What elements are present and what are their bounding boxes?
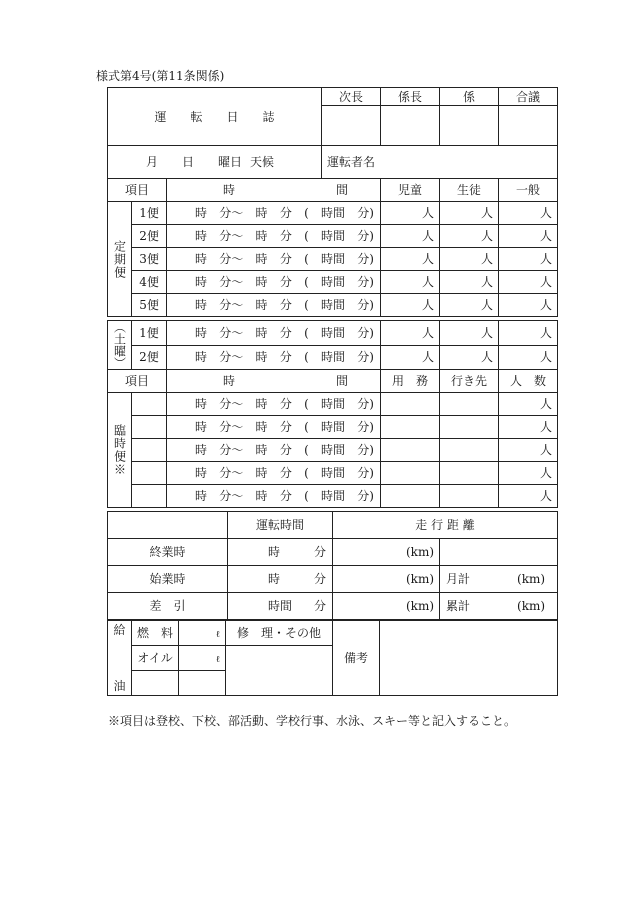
unit-label: 人 — [422, 298, 435, 312]
time-part-label: 時間 — [321, 443, 346, 457]
time-part-label: 時 — [255, 466, 268, 480]
temporary-run-row — [108, 439, 558, 462]
time-part-label: 時 — [255, 325, 268, 340]
time-part-label: 時 — [195, 252, 208, 266]
form-id: 様式第4号(第11条関係) — [96, 69, 225, 83]
temporary-run-row — [108, 485, 558, 508]
time-part-label: ( — [304, 350, 309, 365]
time-part-label: 時間 — [321, 397, 346, 411]
unit-label: 人 — [422, 275, 435, 289]
unit-label: 人 — [480, 325, 493, 340]
time-part-label: 分〜 — [219, 489, 244, 503]
item-field[interactable] — [132, 416, 167, 439]
time-part-label: 時間 — [321, 489, 346, 503]
time-unit-label: 分 — [313, 599, 326, 613]
fuel-remarks-table — [107, 620, 558, 696]
general-count-field[interactable] — [499, 248, 558, 271]
run-label: 5便 — [132, 294, 167, 317]
weekday-label: 曜日 — [218, 155, 243, 169]
unit-label: 人 — [421, 350, 434, 365]
destination-field[interactable] — [440, 439, 499, 462]
temporary-run-row — [108, 416, 558, 439]
time-part-label: 時 — [255, 420, 268, 434]
approval-stamp-box[interactable] — [499, 106, 558, 146]
time-unit-label: 時 — [268, 572, 281, 586]
approval-label-deputy: 次長 — [322, 88, 381, 106]
time-part-label: 分) — [357, 229, 374, 243]
general-count-field[interactable] — [499, 271, 558, 294]
time-range-field[interactable] — [167, 202, 381, 225]
time-part-label: 時 — [195, 229, 208, 243]
time-part-label: 時間 — [321, 252, 346, 266]
run-label: 4便 — [132, 271, 167, 294]
time-part-label: 時間 — [321, 420, 346, 434]
children-count-field[interactable] — [381, 225, 440, 248]
time-range-field[interactable] — [167, 462, 381, 485]
time-range-field[interactable] — [167, 321, 381, 346]
time-part-label: 分〜 — [219, 298, 244, 312]
destination-field[interactable] — [440, 462, 499, 485]
time-part-label: 時 — [195, 443, 208, 457]
time-part-label: 分 — [279, 489, 292, 503]
time-part-label: ( — [304, 275, 309, 289]
summary-label: 累計 — [446, 599, 471, 613]
time-part-label: 時 — [195, 206, 208, 220]
time-part-label: 時 — [255, 298, 268, 312]
oil-label: オイル — [132, 646, 179, 671]
temporary-group-label: 臨時便※ — [108, 393, 132, 508]
date-driver-block — [107, 145, 558, 179]
mileage-row — [108, 566, 558, 593]
children-count-field[interactable] — [381, 321, 440, 346]
approval-label-staff: 係 — [440, 88, 499, 106]
children-count-field[interactable] — [381, 345, 440, 370]
item-field[interactable] — [132, 439, 167, 462]
drive-time-field[interactable] — [228, 593, 333, 620]
children-count-field[interactable] — [381, 294, 440, 317]
students-count-field[interactable] — [440, 202, 499, 225]
time-part-label: 分) — [357, 489, 374, 503]
unit-label: 人 — [540, 489, 553, 503]
drive-time-header: 運転時間 — [228, 512, 333, 539]
fuel-extra-field[interactable] — [132, 671, 179, 696]
day-label: 日 — [182, 155, 195, 169]
approval-stamp-box[interactable] — [440, 106, 499, 146]
run-label: 2便 — [132, 225, 167, 248]
headcount-field[interactable] — [499, 485, 558, 508]
destination-field[interactable] — [440, 416, 499, 439]
time-part-label: ( — [304, 466, 309, 480]
mileage-row-label: 差 引 — [108, 593, 228, 620]
time-part-label: 時 — [195, 325, 208, 340]
run-label: 2便 — [132, 345, 167, 370]
headcount-field[interactable] — [499, 416, 558, 439]
mileage-row — [108, 593, 558, 620]
unit-label: (km) — [405, 572, 434, 586]
unit-label: 人 — [481, 298, 494, 312]
time-part-label: 分〜 — [219, 420, 244, 434]
time-part-label: 分 — [279, 420, 292, 434]
time-part-label: 分〜 — [219, 325, 244, 340]
time-part-label: 時 — [195, 420, 208, 434]
time-part-label: 分 — [279, 466, 292, 480]
unit-label: 人 — [481, 252, 494, 266]
regular-run-row — [108, 248, 558, 271]
unit-label: 人 — [540, 298, 553, 312]
oil-liters-field[interactable]: ℓ — [179, 646, 226, 671]
time-part-label: 分) — [357, 466, 374, 480]
regular-group-label: 定期便 — [108, 202, 132, 317]
run-label: 1便 — [132, 321, 167, 346]
time-part-label: 時間 — [321, 206, 346, 220]
time-part-label: 分 — [279, 298, 292, 312]
temporary-runs-table — [107, 369, 558, 508]
destination-field[interactable] — [440, 393, 499, 416]
run-label: 1便 — [132, 202, 167, 225]
time-part-label: ( — [304, 420, 309, 434]
regular-run-row — [108, 271, 558, 294]
time-part-label: 分〜 — [219, 397, 244, 411]
time-range-field[interactable] — [167, 294, 381, 317]
students-count-field[interactable] — [440, 225, 499, 248]
time-part-label: 時 — [195, 275, 208, 289]
unit-label: 人 — [540, 229, 553, 243]
time-part-label: 分) — [357, 420, 374, 434]
purpose-field[interactable] — [381, 393, 440, 416]
regular-run-row — [108, 294, 558, 317]
purpose-field[interactable] — [381, 439, 440, 462]
time-part-label: ( — [304, 206, 309, 220]
temporary-run-row — [108, 393, 558, 416]
time-part-label: 時間 — [321, 350, 346, 365]
time-part-label: ( — [304, 397, 309, 411]
distance-field[interactable] — [333, 593, 440, 620]
mileage-row-label: 始業時 — [108, 566, 228, 593]
time-unit-label: 時 — [268, 545, 281, 559]
unit-label: 人 — [540, 420, 553, 434]
header-time: 時 間 — [167, 179, 381, 202]
fuel-liters-field[interactable]: ℓ — [179, 621, 226, 646]
time-part-label: 分) — [357, 206, 374, 220]
form-title: 運 転 日 誌 — [108, 88, 322, 146]
distance-summary-field[interactable] — [440, 593, 558, 620]
repair-label: 修 理・その他 — [226, 621, 333, 646]
unit-label: (km) — [405, 599, 434, 613]
temporary-run-row — [108, 462, 558, 485]
driver-name-field[interactable] — [322, 146, 558, 179]
time-part-label: 分) — [357, 298, 374, 312]
approval-stamp-box[interactable] — [381, 106, 440, 146]
header-item: 項目 — [108, 179, 167, 202]
approval-label-council: 合議 — [499, 88, 558, 106]
time-part-label: 分〜 — [219, 206, 244, 220]
unit-label: 人 — [422, 252, 435, 266]
date-weather-field[interactable] — [108, 146, 322, 179]
time-range-field[interactable] — [167, 225, 381, 248]
time-part-label: ( — [304, 489, 309, 503]
unit-label: 人 — [540, 443, 553, 457]
time-part-label: ( — [304, 229, 309, 243]
unit-label: 人 — [540, 397, 553, 411]
general-count-field[interactable] — [499, 294, 558, 317]
mileage-table — [107, 511, 558, 620]
header-time: 時 間 — [167, 370, 381, 393]
repair-field[interactable] — [226, 646, 333, 696]
saturday-group-label: ︵土曜︶ — [108, 321, 132, 370]
time-part-label: 分〜 — [219, 443, 244, 457]
time-part-label: 時 — [195, 489, 208, 503]
time-part-label: 分) — [357, 275, 374, 289]
headcount-field[interactable] — [499, 439, 558, 462]
regular-runs-table — [107, 178, 558, 317]
time-part-label: 分 — [279, 229, 292, 243]
summary-label: 月計 — [446, 572, 471, 586]
fuel-group-label: 給 油 — [108, 621, 132, 696]
header-general: 一般 — [499, 179, 558, 202]
unit-label: 人 — [540, 466, 553, 480]
headcount-field[interactable] — [499, 462, 558, 485]
time-range-field[interactable] — [167, 393, 381, 416]
fuel-extra-field[interactable] — [179, 671, 226, 696]
purpose-field[interactable] — [381, 485, 440, 508]
weather-label: 天候 — [250, 155, 275, 169]
time-range-field[interactable] — [167, 485, 381, 508]
unit-label: 人 — [539, 325, 552, 340]
unit-label: 人 — [540, 252, 553, 266]
time-part-label: 分 — [279, 350, 292, 365]
time-part-label: 時 — [195, 350, 208, 365]
remarks-field[interactable] — [380, 621, 558, 696]
unit-label: (km) — [517, 599, 546, 613]
run-label: 3便 — [132, 248, 167, 271]
distance-summary-field[interactable] — [440, 539, 558, 566]
remarks-label: 備考 — [333, 621, 380, 696]
unit-label: 人 — [422, 206, 435, 220]
item-field[interactable] — [132, 462, 167, 485]
time-part-label: ( — [304, 443, 309, 457]
time-part-label: 分) — [357, 443, 374, 457]
time-part-label: 時 — [255, 397, 268, 411]
children-count-field[interactable] — [381, 202, 440, 225]
unit-label: 人 — [481, 229, 494, 243]
purpose-field[interactable] — [381, 462, 440, 485]
general-count-field[interactable] — [499, 225, 558, 248]
header-students: 生徒 — [440, 179, 499, 202]
approval-label-chief: 係長 — [381, 88, 440, 106]
children-count-field[interactable] — [381, 248, 440, 271]
time-part-label: 分 — [279, 206, 292, 220]
time-range-field[interactable] — [167, 345, 381, 370]
students-count-field[interactable] — [440, 321, 499, 346]
students-count-field[interactable] — [440, 248, 499, 271]
time-part-label: 分〜 — [219, 252, 244, 266]
destination-field[interactable] — [440, 485, 499, 508]
time-part-label: ( — [304, 325, 309, 340]
unit-label: (km) — [517, 572, 546, 586]
fuel-label: 燃 料 — [132, 621, 179, 646]
time-range-field[interactable] — [167, 271, 381, 294]
driver-name-label: 運転者名 — [327, 155, 376, 169]
time-part-label: 分〜 — [219, 466, 244, 480]
item-field[interactable] — [132, 393, 167, 416]
general-count-field[interactable] — [499, 345, 558, 370]
time-part-label: ( — [304, 298, 309, 312]
time-part-label: 分 — [279, 397, 292, 411]
time-part-label: 分 — [279, 325, 292, 340]
header-purpose: 用 務 — [381, 370, 440, 393]
unit-label: 人 — [481, 206, 494, 220]
time-part-label: 分 — [279, 275, 292, 289]
time-part-label: ( — [304, 252, 309, 266]
time-part-label: 時 — [195, 466, 208, 480]
header-block — [107, 87, 558, 146]
unit-label: 人 — [540, 206, 553, 220]
mileage-row-label: 終業時 — [108, 539, 228, 566]
time-part-label: 時間 — [321, 466, 346, 480]
time-part-label: 分〜 — [219, 229, 244, 243]
time-unit-label: 分 — [313, 572, 326, 586]
time-part-label: 時 — [255, 252, 268, 266]
time-unit-label: 分 — [313, 545, 326, 559]
headcount-field[interactable] — [499, 393, 558, 416]
saturday-run-row — [108, 321, 558, 346]
distance-field[interactable] — [333, 566, 440, 593]
time-part-label: 時 — [255, 229, 268, 243]
time-part-label: 分) — [357, 350, 374, 365]
item-field[interactable] — [132, 485, 167, 508]
mileage-row — [108, 539, 558, 566]
time-unit-label: 時間 — [268, 599, 293, 613]
time-part-label: 分 — [279, 252, 292, 266]
students-count-field[interactable] — [440, 345, 499, 370]
unit-label: 人 — [422, 229, 435, 243]
unit-label: (km) — [405, 545, 434, 559]
time-part-label: 時 — [255, 489, 268, 503]
time-part-label: 時 — [255, 206, 268, 220]
time-part-label: 時 — [255, 443, 268, 457]
students-count-field[interactable] — [440, 294, 499, 317]
time-part-label: 分 — [279, 443, 292, 457]
header-item: 項目 — [108, 370, 167, 393]
month-label: 月 — [146, 155, 159, 169]
time-part-label: 時間 — [321, 275, 346, 289]
time-range-field[interactable] — [167, 439, 381, 462]
saturday-run-row — [108, 345, 558, 370]
time-part-label: 分) — [357, 397, 374, 411]
time-part-label: 分) — [357, 325, 374, 340]
distance-summary-field[interactable] — [440, 566, 558, 593]
time-part-label: 分〜 — [219, 350, 244, 365]
distance-field[interactable] — [333, 539, 440, 566]
regular-run-row — [108, 202, 558, 225]
unit-label: 人 — [540, 275, 553, 289]
header-children: 児童 — [381, 179, 440, 202]
approval-stamp-box[interactable] — [322, 106, 381, 146]
header-destination: 行き先 — [440, 370, 499, 393]
students-count-field[interactable] — [440, 271, 499, 294]
unit-label: 人 — [421, 325, 434, 340]
time-part-label: 分) — [357, 252, 374, 266]
regular-run-row — [108, 225, 558, 248]
drive-time-field[interactable] — [228, 539, 333, 566]
time-part-label: 時間 — [321, 325, 346, 340]
time-range-field[interactable] — [167, 248, 381, 271]
general-count-field[interactable] — [499, 202, 558, 225]
general-count-field[interactable] — [499, 321, 558, 346]
unit-label: 人 — [481, 275, 494, 289]
saturday-runs-table — [107, 320, 558, 370]
time-part-label: 時 — [255, 275, 268, 289]
drive-time-field[interactable] — [228, 566, 333, 593]
time-range-field[interactable] — [167, 416, 381, 439]
unit-label: 人 — [539, 350, 552, 365]
unit-label: 人 — [480, 350, 493, 365]
time-part-label: 分〜 — [219, 275, 244, 289]
distance-header: 走 行 距 離 — [333, 512, 558, 539]
time-part-label: 時間 — [321, 229, 346, 243]
time-part-label: 時 — [195, 397, 208, 411]
footnote: ※項目は登校、下校、部活動、学校行事、水泳、スキー等と記入すること。 — [108, 714, 517, 728]
time-part-label: 時 — [195, 298, 208, 312]
purpose-field[interactable] — [381, 416, 440, 439]
time-part-label: 時間 — [321, 298, 346, 312]
time-part-label: 時 — [255, 350, 268, 365]
children-count-field[interactable] — [381, 271, 440, 294]
header-headcount: 人 数 — [499, 370, 558, 393]
mileage-corner — [108, 512, 228, 539]
